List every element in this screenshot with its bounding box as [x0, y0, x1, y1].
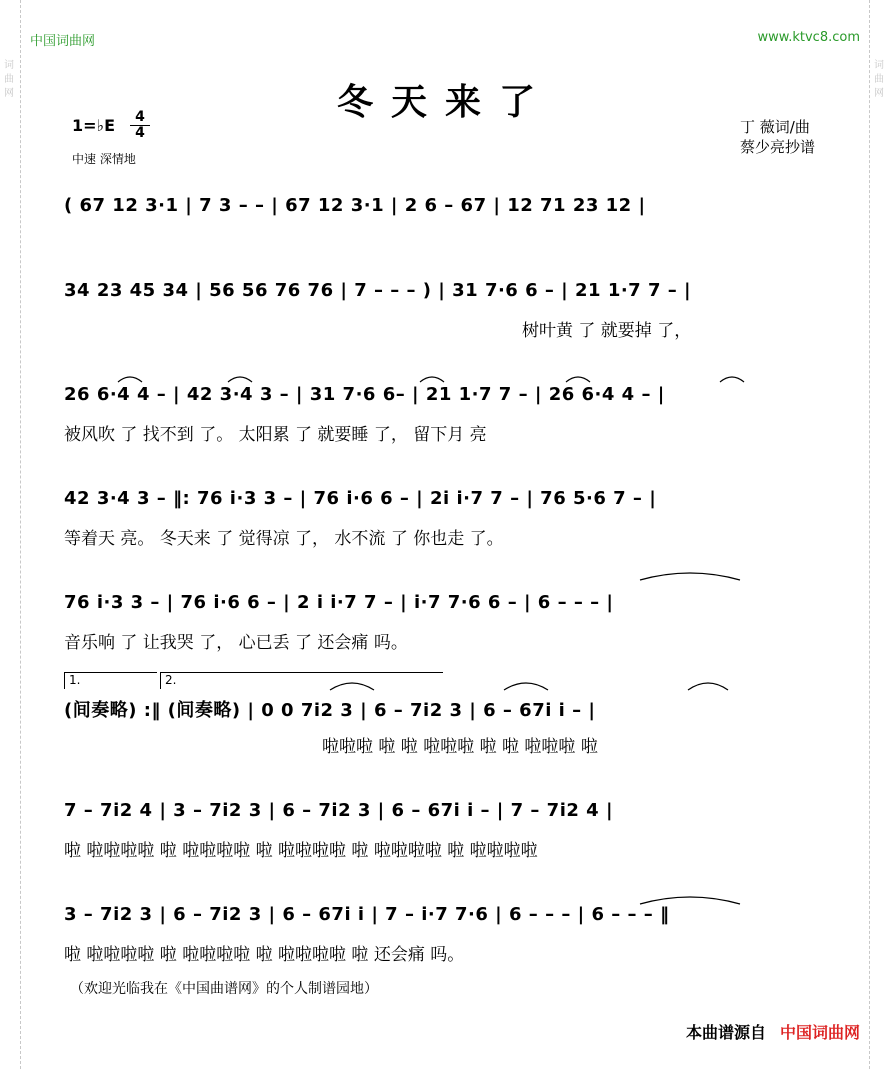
slur [504, 683, 548, 690]
slur [228, 377, 252, 382]
volta-second-ending: 2. [160, 672, 443, 689]
slur [720, 377, 744, 382]
lyrics-row-2: 树叶黄 了 就要掉 了， [522, 321, 692, 341]
meter-bottom: 4 [130, 125, 150, 141]
slur [420, 377, 444, 382]
slur [566, 377, 590, 382]
notation-row-5: 76 i·3 3 – | 76 i·6 6 – | 2 i i·7 7 – | i·7 7·6 6 – | 6 – – – | [64, 592, 614, 613]
lyrics-row-4: 等着天 亮。 冬天来 了 觉得凉 了， 水不流 了 你也走 了。 [64, 529, 504, 549]
key-signature: 1=♭E [72, 116, 116, 135]
watermark-char: 词 [874, 60, 884, 71]
slur [330, 683, 374, 690]
notation-row-8: 3 – 7i2 3 | 6 – 7i2 3 | 6 – 67i i | 7 – i·7 7·6 | 6 – – – | 6 – – – ‖ [64, 904, 670, 925]
watermark-char: 曲 [874, 74, 884, 85]
watermark-char: 词 [4, 60, 14, 71]
notation-row-7: 7 – 7i2 4 | 3 – 7i2 3 | 6 – 7i2 3 | 6 – 67i i – | 7 – 7i2 4 | [64, 800, 614, 821]
transcriber-credit: 蔡少亮抄谱 [740, 138, 816, 156]
source-credit [686, 1020, 860, 1043]
welcome-note: （欢迎光临我在《中国曲谱网》的个人制谱园地） [70, 981, 378, 997]
notation-row-1: ( 67 12 3·1 | 7 3 – – | 67 12 3·1 | 2 6 – 67 | 12 71 23 12 | [64, 195, 646, 216]
site-url[interactable]: www.ktvc8.com [757, 30, 860, 45]
watermark-char: 曲 [4, 74, 14, 85]
site-name-left[interactable]: 中国词曲网 [30, 34, 96, 49]
slur [640, 573, 740, 580]
notation-row-2: 34 23 45 34 | 56 56 76 76 | 7 – – – ) | 31 7·6 6 – | 21 1·7 7 – | [64, 280, 692, 301]
notation-row-6: (间奏略) :‖ (间奏略) | 0 0 7i2 3 | 6 – 7i2 3 | 6 – 67i i – | [64, 700, 596, 721]
source-label: 本曲谱源自 [685, 1023, 766, 1042]
slur [688, 683, 728, 690]
slur [640, 897, 740, 904]
watermark-char: 网 [874, 88, 884, 99]
lyrics-row-7: 啦 啦啦啦啦 啦 啦啦啦啦 啦 啦啦啦啦 啦 啦啦啦啦 啦 啦啦啦啦 [64, 841, 538, 861]
lyrics-row-5: 音乐响 了 让我哭 了， 心已丢 了 还会痛 吗。 [64, 633, 408, 653]
volta-first-ending: 1. [64, 672, 157, 689]
lyrics-row-3: 被风吹 了 找不到 了。 太阳累 了 就要睡 了， 留下月 亮 [64, 425, 487, 445]
meter-top: 4 [135, 109, 145, 125]
notation-row-3: 26 6·4 4 – | 42 3·4 3 – | 31 7·6 6– | 21 1·7 7 – | 26 6·4 4 – | [64, 384, 665, 405]
notation-row-4: 42 3·4 3 – ‖: 76 i·3 3 – | 76 i·6 6 – | 2i i·7 7 – | 76 5·6 7 – | [64, 488, 657, 509]
lyricist-credit: 丁 薇词/曲 [740, 118, 810, 136]
song-title: 冬天来了 [336, 82, 553, 123]
slur [118, 377, 142, 382]
watermark-char: 网 [4, 88, 14, 99]
lyrics-row-8: 啦 啦啦啦啦 啦 啦啦啦啦 啦 啦啦啦啦 啦 还会痛 吗。 [64, 945, 465, 965]
lyrics-row-6: 啦啦啦 啦 啦 啦啦啦 啦 啦 啦啦啦 啦 [322, 737, 598, 757]
tempo-marking: 中速 深情地 [72, 152, 136, 166]
source-site-link[interactable]: 中国词曲网 [779, 1023, 860, 1042]
